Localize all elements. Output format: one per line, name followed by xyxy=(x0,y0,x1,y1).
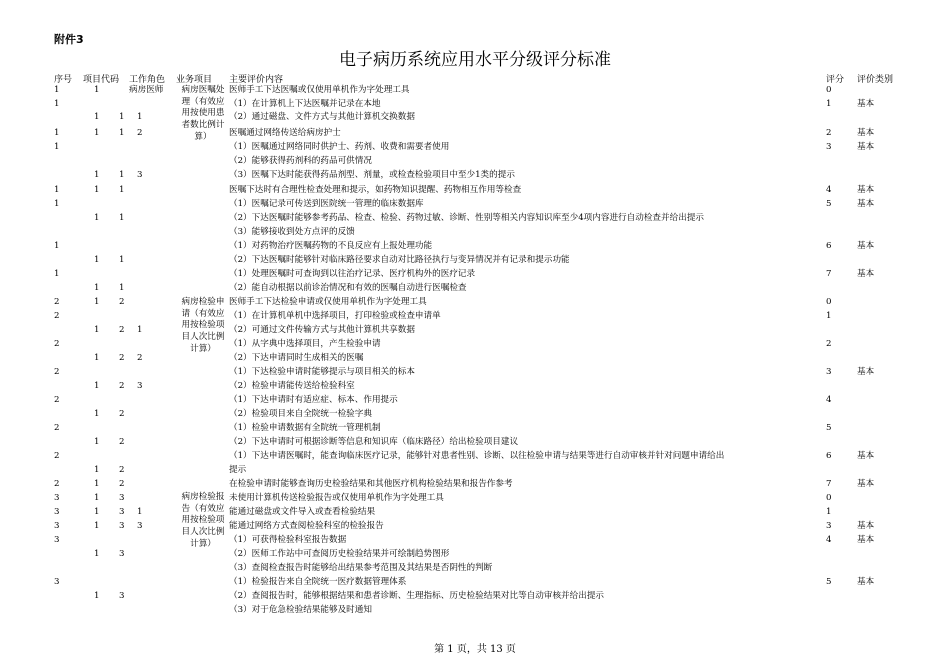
sub-cell: 1 xyxy=(137,507,143,517)
item-cell: 1 xyxy=(119,255,125,265)
seq-cell: 2 xyxy=(54,311,60,321)
sub-cell: 3 xyxy=(137,521,143,531)
item-cell: 2 xyxy=(119,381,125,391)
code-cell: 1 xyxy=(94,185,100,195)
seq-cell: 2 xyxy=(54,423,60,433)
content-cell: 提示 xyxy=(229,465,247,475)
category-cell: 基本 xyxy=(857,128,875,138)
header-item-code: 项目代码 xyxy=(83,75,120,85)
content-cell: 在检验申请时能够查询历史检验结果和其他医疗机构检验结果和报告作参考 xyxy=(229,479,513,489)
score-cell: 4 xyxy=(826,185,832,195)
content-cell: （2）可通过文件传输方式与其他计算机共享数据 xyxy=(229,325,415,335)
item-cell: 1 xyxy=(119,283,125,293)
code-cell: 1 xyxy=(94,591,100,601)
seq-cell: 3 xyxy=(54,521,60,531)
item-cell: 2 xyxy=(119,479,125,489)
seq-cell: 2 xyxy=(54,479,60,489)
seq-cell: 1 xyxy=(54,142,60,152)
content-cell: 能通过网络方式查阅检验科室的检验报告 xyxy=(229,521,384,531)
category-lab-request: 病房检验申请（有效应用按检验项目人次比例计算） xyxy=(181,297,225,354)
code-cell: 1 xyxy=(94,465,100,475)
header-seq: 序号 xyxy=(54,75,73,85)
code-cell: 1 xyxy=(94,255,100,265)
content-cell: （2）能够获得药剂科的药品可供情况 xyxy=(229,156,372,166)
code-cell: 1 xyxy=(94,297,100,307)
score-cell: 2 xyxy=(826,128,832,138)
score-cell: 3 xyxy=(826,521,832,531)
item-cell: 2 xyxy=(119,465,125,475)
item-cell: 1 xyxy=(119,170,125,180)
score-cell: 1 xyxy=(826,99,832,109)
item-cell: 2 xyxy=(119,325,125,335)
seq-cell: 3 xyxy=(54,507,60,517)
score-cell: 6 xyxy=(826,451,832,461)
category-cell: 基本 xyxy=(857,199,875,209)
category-cell: 基本 xyxy=(857,269,875,279)
document-title: 电子病历系统应用水平分级评分标准 xyxy=(339,50,611,70)
item-cell: 3 xyxy=(119,493,125,503)
header-score: 评分 xyxy=(826,75,845,85)
item-cell: 2 xyxy=(119,409,125,419)
code-cell: 1 xyxy=(94,409,100,419)
content-cell: （1）在计算机单机中选择项目，打印检验或检查申请单 xyxy=(229,311,441,321)
seq-cell: 3 xyxy=(54,535,60,545)
content-cell: （1）下达申请医嘱时，能查询临床医疗记录，能够针对患者性别、诊断、以往检验申请与结果等进行自动审核并针对问题申请给出 xyxy=(229,451,725,461)
category-orders: 病房医嘱处理（有效应用按使用患者数比例计算） xyxy=(181,85,225,142)
code-cell: 1 xyxy=(94,283,100,293)
item-cell: 2 xyxy=(119,297,125,307)
category-cell: 基本 xyxy=(857,241,875,251)
item-cell: 3 xyxy=(119,591,125,601)
annex-label: 附件3 xyxy=(54,33,84,46)
category-cell: 基本 xyxy=(857,451,875,461)
content-cell: （1）处理医嘱时可查询到以往治疗记录、医疗机构外的医疗记录 xyxy=(229,269,476,279)
score-cell: 3 xyxy=(826,142,832,152)
item-cell: 1 xyxy=(119,213,125,223)
content-cell: （2）能自动根据以前诊治情况和有效的医嘱自动进行医嘱检查 xyxy=(229,283,467,293)
sub-cell: 2 xyxy=(137,128,143,138)
header-role: 工作角色 xyxy=(129,75,166,85)
score-cell: 0 xyxy=(826,493,832,503)
content-cell: （1）医嘱记录可传送到医院统一管理的临床数据库 xyxy=(229,199,424,209)
content-cell: 医师手工下达检验申请或仅使用单机作为字处理工具 xyxy=(229,297,427,307)
seq-cell: 1 xyxy=(54,241,60,251)
seq-cell: 1 xyxy=(54,128,60,138)
category-lab-report: 病房检验报告（有效应用按检验项目人次比例计算） xyxy=(181,492,225,549)
content-cell: （3）能够接收到处方点评的反馈 xyxy=(229,227,355,237)
code-cell: 1 xyxy=(94,521,100,531)
item-cell: 3 xyxy=(119,507,125,517)
category-cell: 基本 xyxy=(857,535,875,545)
content-cell: 医师手工下达医嘱或仅使用单机作为字处理工具 xyxy=(229,85,410,95)
content-cell: （1）下达检验申请时能够提示与项目相关的标本 xyxy=(229,367,415,377)
content-cell: 医嘱通过网络传送给病房护士 xyxy=(229,128,341,138)
content-cell: （2）下达医嘱时能够参考药品、检查、检验、药物过敏、诊断、性别等相关内容知识库至少4项内容进行自动检查并给出提示 xyxy=(229,213,705,223)
code-cell: 1 xyxy=(94,85,100,95)
code-cell: 1 xyxy=(94,112,100,122)
seq-cell: 2 xyxy=(54,339,60,349)
content-cell: （2）下达申请时可根据诊断等信息和知识库（临床路径）给出检验项目建议 xyxy=(229,437,519,447)
seq-cell: 2 xyxy=(54,395,60,405)
content-cell: 医嘱下达时有合理性检查处理和提示，如药物知识提醒、药物相互作用等检查 xyxy=(229,185,522,195)
score-cell: 4 xyxy=(826,535,832,545)
item-cell: 1 xyxy=(119,128,125,138)
seq-cell: 3 xyxy=(54,493,60,503)
content-cell: （2）下达医嘱时能够针对临床路径要求自动对比路径执行与变异情况并有记录和提示功能 xyxy=(229,255,570,265)
seq-cell: 1 xyxy=(54,269,60,279)
seq-cell: 1 xyxy=(54,199,60,209)
code-cell: 1 xyxy=(94,170,100,180)
score-cell: 4 xyxy=(826,395,832,405)
code-cell: 1 xyxy=(94,437,100,447)
category-cell: 基本 xyxy=(857,521,875,531)
code-cell: 1 xyxy=(94,493,100,503)
score-cell: 7 xyxy=(826,269,832,279)
sub-cell: 1 xyxy=(137,325,143,335)
seq-cell: 3 xyxy=(54,577,60,587)
content-cell: （1）下达申请时有适应症、标本、作用提示 xyxy=(229,395,398,405)
code-cell: 1 xyxy=(94,325,100,335)
content-cell: （2）检验项目来自全院统一检验字典 xyxy=(229,409,372,419)
code-cell: 1 xyxy=(94,507,100,517)
seq-cell: 2 xyxy=(54,367,60,377)
score-cell: 3 xyxy=(826,367,832,377)
page-footer: 第 1 页，共 13 页 xyxy=(434,644,516,655)
content-cell: （2）医师工作站中可查阅历史检验结果并可绘制趋势图形 xyxy=(229,549,450,559)
seq-cell: 2 xyxy=(54,451,60,461)
score-cell: 5 xyxy=(826,199,832,209)
category-cell: 基本 xyxy=(857,142,875,152)
category-cell: 基本 xyxy=(857,185,875,195)
score-cell: 6 xyxy=(826,241,832,251)
score-cell: 1 xyxy=(826,507,832,517)
item-cell: 1 xyxy=(119,112,125,122)
score-cell: 0 xyxy=(826,297,832,307)
content-cell: （2）通过磁盘、文件方式与其他计算机交换数据 xyxy=(229,112,415,122)
score-cell: 5 xyxy=(826,577,832,587)
sub-cell: 3 xyxy=(137,170,143,180)
seq-cell: 2 xyxy=(54,297,60,307)
sub-cell: 2 xyxy=(137,353,143,363)
score-cell: 0 xyxy=(826,85,832,95)
code-cell: 1 xyxy=(94,353,100,363)
category-cell: 基本 xyxy=(857,99,875,109)
content-cell: （2）检验申请能传送给检验科室 xyxy=(229,381,355,391)
item-cell: 2 xyxy=(119,353,125,363)
category-cell: 基本 xyxy=(857,577,875,587)
content-cell: 能通过磁盘或文件导入或查看检验结果 xyxy=(229,507,376,517)
content-cell: （1）从字典中选择项目，产生检验申请 xyxy=(229,339,381,349)
item-cell: 3 xyxy=(119,549,125,559)
code-cell: 1 xyxy=(94,128,100,138)
score-cell: 1 xyxy=(826,311,832,321)
content-cell: （1）医嘱通过网络同时供护士、药剂、收费和需要者使用 xyxy=(229,142,450,152)
content-cell: （1）检验报告来自全院统一医疗数据管理体系 xyxy=(229,577,407,587)
sub-cell: 1 xyxy=(137,112,143,122)
code-cell: 1 xyxy=(94,381,100,391)
code-cell: 1 xyxy=(94,213,100,223)
content-cell: （1）对药物治疗医嘱药物的不良反应有上报处理功能 xyxy=(229,241,433,251)
content-cell: （2）查阅报告时，能够根据结果和患者诊断、生理指标、历史检验结果对比等自动审核并给出提示 xyxy=(229,591,605,601)
code-cell: 1 xyxy=(94,549,100,559)
content-cell: （3）医嘱下达时能获得药品剂型、剂量，或检查检验项目中至少1类的提示 xyxy=(229,170,515,180)
content-cell: （3）对于危急检验结果能够及时通知 xyxy=(229,605,372,615)
role-label: 病房医师 xyxy=(129,85,164,95)
header-content: 主要评价内容 xyxy=(229,75,284,85)
header-category: 评价类别 xyxy=(857,75,894,85)
score-cell: 7 xyxy=(826,479,832,489)
category-cell: 基本 xyxy=(857,479,875,489)
content-cell: （1）可获得检验科室报告数据 xyxy=(229,535,347,545)
header-business-item: 业务项目 xyxy=(176,75,213,85)
item-cell: 3 xyxy=(119,521,125,531)
seq-cell: 1 xyxy=(54,85,60,95)
content-cell: （3）查阅检查报告时能够给出结果参考范围及其结果是否阴性的判断 xyxy=(229,563,493,573)
score-cell: 5 xyxy=(826,423,832,433)
sub-cell: 3 xyxy=(137,381,143,391)
content-cell: （2）下达申请同时生成相关的医嘱 xyxy=(229,353,364,363)
seq-cell: 1 xyxy=(54,185,60,195)
category-cell: 基本 xyxy=(857,367,875,377)
code-cell: 1 xyxy=(94,479,100,489)
content-cell: 未使用计算机传送检验报告或仅使用单机作为字处理工具 xyxy=(229,493,444,503)
item-cell: 2 xyxy=(119,437,125,447)
content-cell: （1）检验申请数据有全院统一管理机制 xyxy=(229,423,381,433)
content-cell: （1）在计算机上下达医嘱并记录在本地 xyxy=(229,99,381,109)
score-cell: 2 xyxy=(826,339,832,349)
item-cell: 1 xyxy=(119,185,125,195)
seq-cell: 1 xyxy=(54,99,60,109)
